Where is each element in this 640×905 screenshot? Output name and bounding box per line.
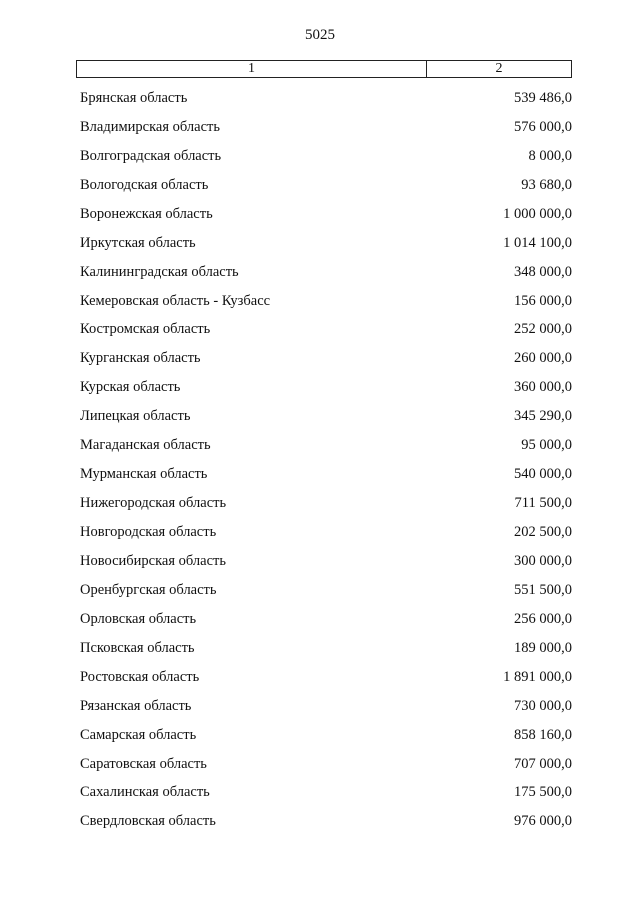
region-name: Орловская область	[80, 610, 197, 627]
region-name: Липецкая область	[80, 408, 191, 425]
region-amount: 711 500,0	[514, 495, 572, 512]
region-name: Иркутская область	[80, 234, 196, 251]
region-amount: 189 000,0	[514, 639, 572, 656]
table-row	[80, 344, 572, 373]
region-name: Курганская область	[80, 350, 201, 367]
region-amount: 360 000,0	[514, 379, 572, 396]
table-header	[76, 60, 572, 78]
table-row	[80, 287, 572, 316]
region-amount: 1 000 000,0	[503, 205, 572, 222]
region-name: Сахалинская область	[80, 784, 210, 801]
table-row	[80, 402, 572, 431]
region-amount: 1 891 000,0	[503, 668, 572, 685]
table-row	[80, 489, 572, 518]
column-header-2: 2	[495, 61, 503, 76]
region-name: Кемеровская область - Кузбасс	[80, 292, 271, 309]
region-amount: 976 000,0	[514, 813, 572, 830]
region-name: Свердловская область	[80, 813, 216, 830]
table-row	[80, 460, 572, 489]
region-name: Новосибирская область	[80, 552, 226, 569]
region-name: Калининградская область	[80, 263, 239, 280]
region-amount: 260 000,0	[514, 350, 572, 367]
region-name: Псковская область	[80, 639, 195, 656]
table-row	[80, 576, 572, 605]
table-row	[80, 229, 572, 258]
table-row	[80, 692, 572, 721]
region-amount: 540 000,0	[514, 466, 572, 483]
table-row	[80, 634, 572, 663]
table-row	[80, 113, 572, 142]
table-row	[80, 200, 572, 229]
table-row	[80, 373, 572, 402]
region-name: Костромская область	[80, 321, 211, 338]
region-amount: 175 500,0	[514, 784, 572, 801]
region-amount: 348 000,0	[514, 263, 572, 280]
column-header-1: 1	[77, 61, 427, 77]
table-row	[80, 605, 572, 634]
table-row	[80, 779, 572, 808]
table-row	[80, 142, 572, 171]
region-name: Саратовская область	[80, 755, 207, 772]
region-name: Новгородская область	[80, 524, 217, 541]
region-name: Рязанская область	[80, 697, 192, 714]
region-amount: 730 000,0	[514, 697, 572, 714]
region-amount: 8 000,0	[528, 147, 572, 164]
table-row	[80, 316, 572, 345]
region-amount: 576 000,0	[514, 118, 572, 135]
region-amount: 539 486,0	[514, 89, 572, 106]
region-name: Воронежская область	[80, 205, 213, 222]
region-amount: 707 000,0	[514, 755, 572, 772]
region-amount: 202 500,0	[514, 524, 572, 541]
region-name: Волгоградская область	[80, 147, 222, 164]
table-row	[80, 258, 572, 287]
region-name: Брянская область	[80, 89, 188, 106]
table-row	[80, 171, 572, 200]
table-row	[80, 721, 572, 750]
region-amount: 95 000,0	[521, 437, 572, 454]
region-name: Курская область	[80, 379, 181, 396]
region-amount: 345 290,0	[514, 408, 572, 425]
table-row	[80, 663, 572, 692]
region-name: Мурманская область	[80, 466, 208, 483]
region-amount: 156 000,0	[514, 292, 572, 309]
table-row	[80, 431, 572, 460]
table-row	[80, 84, 572, 113]
region-amount: 551 500,0	[514, 581, 572, 598]
region-name: Нижегородская область	[80, 495, 227, 512]
region-amount: 858 160,0	[514, 726, 572, 743]
region-amount: 300 000,0	[514, 552, 572, 569]
region-amount: 252 000,0	[514, 321, 572, 338]
table-body	[80, 84, 572, 836]
region-name: Владимирская область	[80, 118, 220, 135]
region-name: Ростовская область	[80, 668, 200, 685]
page-number: 5025	[305, 27, 335, 43]
region-amount: 1 014 100,0	[503, 234, 572, 251]
region-amount: 93 680,0	[521, 176, 572, 193]
region-name: Оренбургская область	[80, 581, 217, 598]
table-row	[80, 518, 572, 547]
table-row	[80, 547, 572, 576]
table-row	[80, 750, 572, 779]
region-amount: 256 000,0	[514, 610, 572, 627]
region-name: Самарская область	[80, 726, 197, 743]
region-name: Вологодская область	[80, 176, 209, 193]
region-name: Магаданская область	[80, 437, 211, 454]
table-row	[80, 807, 572, 836]
